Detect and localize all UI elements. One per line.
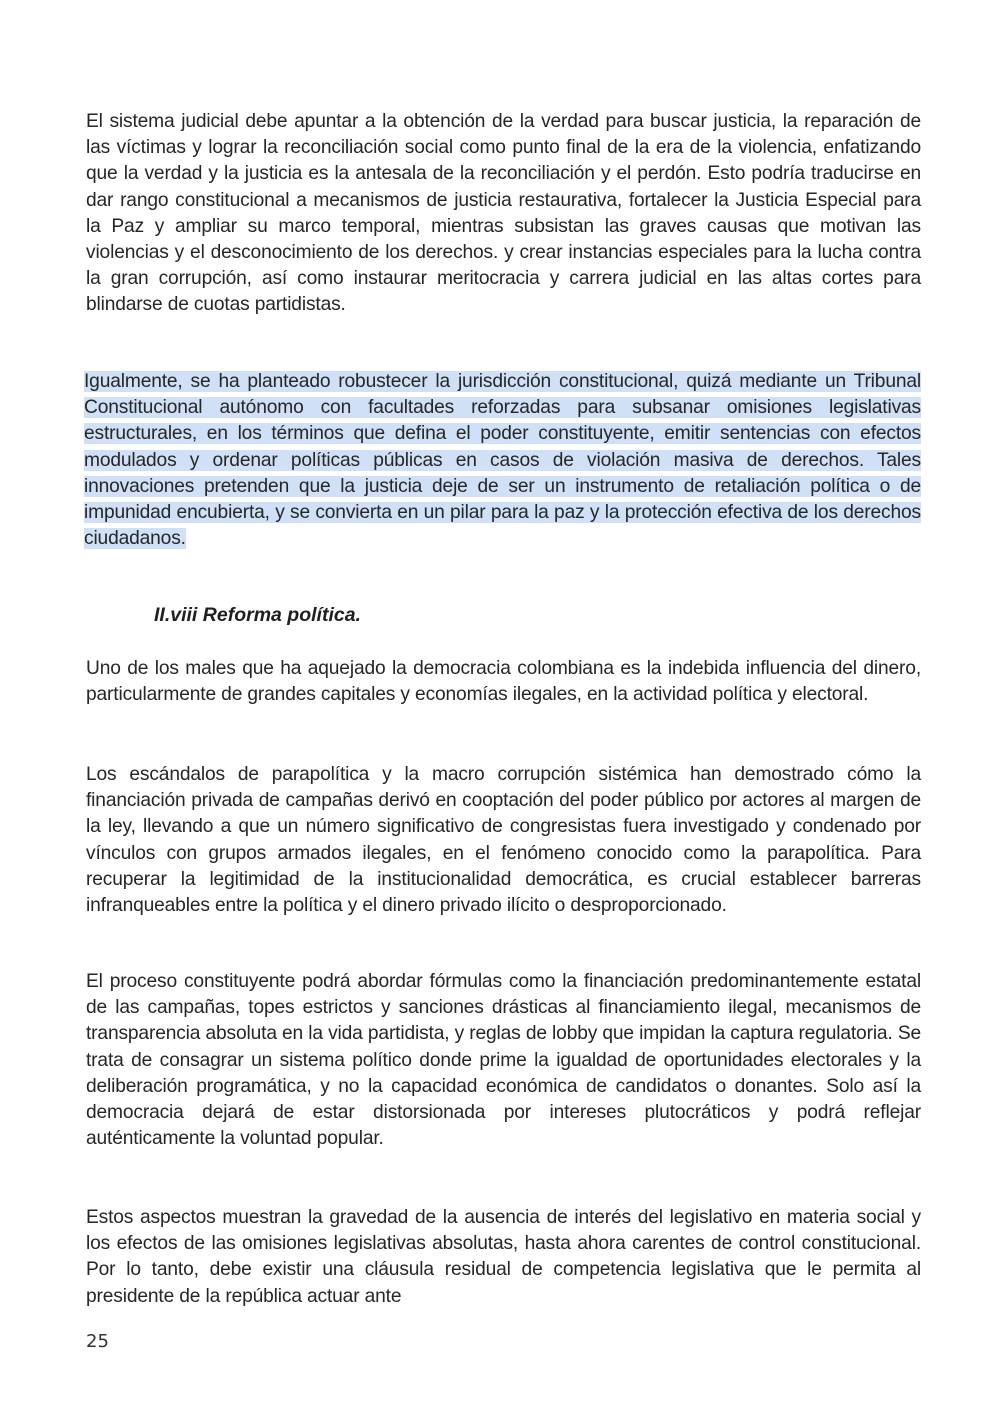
selected-text-region[interactable]	[84, 369, 921, 552]
paragraph-parapolitics[interactable]: Los escándalos de parapolítica y la macro corrupción sistémica han demostrado cómo la financiación privada de campañas derivó en cooptación del poder público por actores al margen de la ley, llevando a que un número significativo de congresistas fuera investigado y condenado por vínculos con grupos armados ilegales, en el fenómeno conocido como la parapolítica. Para recuperar la legitimidad de la institucionalidad democrática, es crucial establecer barreras infranqueables entre la política y el dinero privado ilícito o desproporcionado.	[86, 764, 921, 917]
paragraph-legislative-omissions[interactable]: Estos aspectos muestran la gravedad de la ausencia de interés del legislativo en materia social y los efectos de las omisiones legislativas absolutas, hasta ahora carentes de control constitucional. Por lo tanto, debe existir una cláusula residual de competencia legislativa que le permita al presidente de la república actuar ante	[86, 1207, 921, 1307]
paragraph-constituent-process[interactable]: El proceso constituyente podrá abordar fórmulas como la financiación predominantemente estatal de las campañas, topes estrictos y sanciones drásticas al financiamiento ilegal, mecanismos de transparencia absoluta en la vida partidista, y reglas de lobby que impidan la captura regulatoria. Se trata de consagrar un sistema político donde prime la igualdad de oportunidades electorales y la deliberación programática, y no la capacidad económica de candidatos o donantes. Solo así la democracia dejará de estar distorsionada por intereses plutocráticos y podrá reflejar auténticamente la voluntad popular.	[86, 971, 921, 1150]
section-heading: II.viii Reforma política.	[154, 604, 361, 626]
paragraph-judicial-system[interactable]: El sistema judicial debe apuntar a la obtención de la verdad para buscar justicia, la reparación de las víctimas y lograr la reconciliación social como punto final de la era de la violencia, enfatizando que la verdad y la justicia es la antesala de la reconciliación y el perdón. Esto podría traducirse en dar rango constitucional a mecanismos de justicia restaurativa, fortalecer la Justicia Especial para la Paz y ampliar su marco temporal, mientras subsistan las graves causas que motivan las violencias y el desconocimiento de los derechos. y crear instancias especiales para la lucha contra la gran corrupción, así como instaurar meritocracia y carrera judicial en las altas cortes para blindarse de cuotas partidistas.	[86, 111, 921, 316]
paragraph-money-influence[interactable]: Uno de los males que ha aquejado la democracia colombiana es la indebida influencia del dinero, particularmente de grandes capitales y economías ilegales, en la actividad política y electoral.	[86, 658, 921, 706]
page-number: 25	[86, 1331, 109, 1352]
paragraph-constitutional-jurisdiction[interactable]: Igualmente, se ha planteado robustecer la jurisdicción constitucional, quizá mediante un Tribunal Constitucional autónomo con facultades reforzadas para subsanar omisiones legislativas estructurales, en los términos que defina el poder constituyente, emitir sentencias con efectos modulados y ordenar políticas públicas en casos de violación masiva de derechos. Tales innovaciones pretenden que la justicia deje de ser un instrumento de retaliación política o de impunidad encubierta, y se convierta en un pilar para la paz y la protección efectiva de los derechos ciudadanos.	[84, 371, 921, 550]
